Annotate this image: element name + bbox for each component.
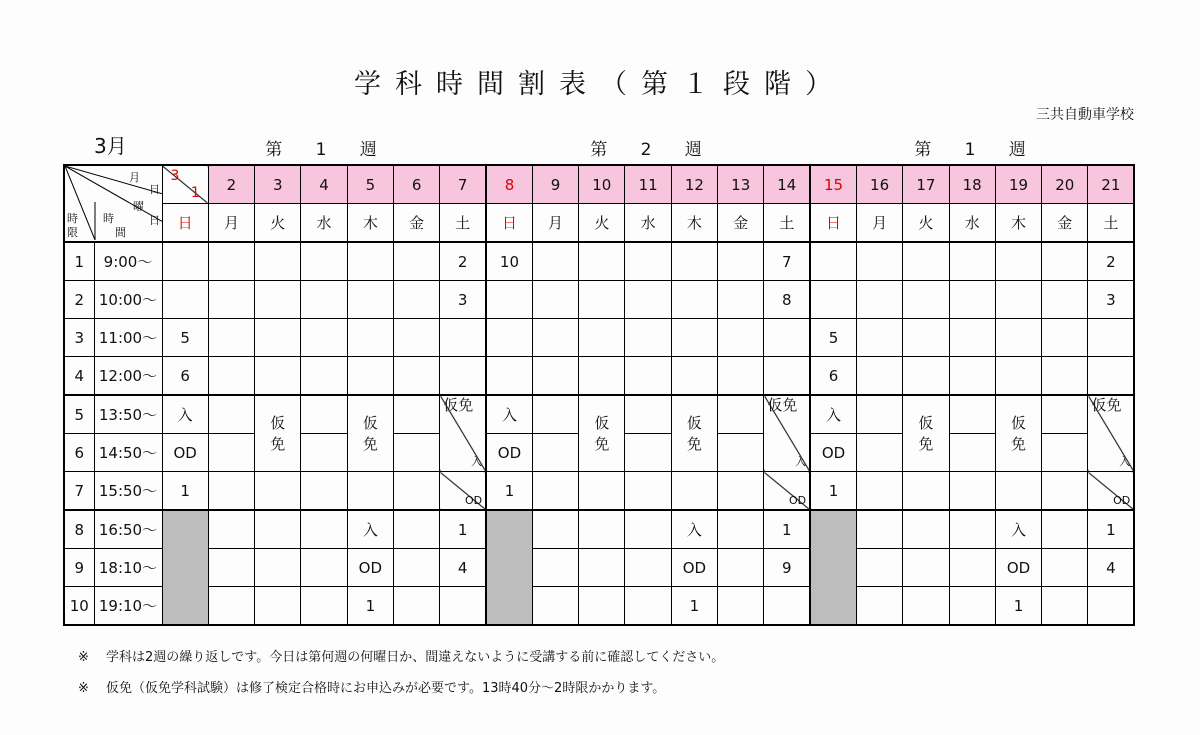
schedule-cell [856, 357, 902, 396]
table-row [64, 472, 1134, 511]
schedule-cell [532, 472, 578, 511]
weekday-cell: 金 [718, 204, 764, 243]
schedule-cell [856, 549, 902, 587]
schedule-cell [301, 472, 347, 511]
schedule-cell [903, 281, 949, 319]
corner-period-2: 限 [67, 226, 78, 239]
date-cell: 6 [393, 165, 439, 204]
schedule-cell [532, 434, 578, 472]
table-row [64, 281, 1134, 319]
schedule-cell: 5 [810, 319, 856, 357]
schedule-cell [1088, 587, 1134, 626]
schedule-cell [208, 434, 254, 472]
schedule-cell [718, 472, 764, 511]
schedule-cell: OD [347, 549, 393, 587]
weekday-cell: 金 [393, 204, 439, 243]
first-date-month: 3 [170, 168, 180, 184]
provisional-exam: 仮免 [347, 395, 393, 472]
od-diag [1088, 472, 1134, 511]
date-cell: 3 [255, 165, 301, 204]
schedule-cell: 4 [440, 549, 486, 587]
schedule-cell [949, 549, 995, 587]
date-cell: 12 [671, 165, 717, 204]
date-cell: 18 [949, 165, 995, 204]
date-cell: 2 [208, 165, 254, 204]
schedule-cell: 1 [347, 587, 393, 626]
schedule-cell [625, 434, 671, 472]
period-number: 2 [64, 281, 94, 319]
table-row [64, 587, 1134, 626]
period-time: 19:10〜 [94, 587, 162, 626]
kari-text: 仮免 [1091, 396, 1122, 414]
period-time: 9:00〜 [94, 242, 162, 281]
schedule-cell: 1 [995, 587, 1041, 626]
schedule-cell [1088, 357, 1134, 396]
no-class-cell [162, 510, 208, 625]
class-od: OD [810, 434, 856, 472]
schedule-cell [671, 319, 717, 357]
schedule-cell [301, 549, 347, 587]
schedule-cell [393, 357, 439, 396]
schedule-cell [393, 395, 439, 434]
schedule-cell [255, 242, 301, 281]
schedule-cell [625, 395, 671, 434]
weekday-cell: 水 [301, 204, 347, 243]
schedule-cell [1042, 319, 1088, 357]
weekday-cell: 水 [949, 204, 995, 243]
period-time: 10:00〜 [94, 281, 162, 319]
schedule-cell [301, 242, 347, 281]
schedule-cell [903, 549, 949, 587]
weekday-cell: 水 [625, 204, 671, 243]
schedule-cell [625, 510, 671, 549]
provisional-exam: 仮免 [995, 395, 1041, 472]
schedule-cell [995, 472, 1041, 511]
table-row [64, 510, 1134, 549]
schedule-cell [347, 319, 393, 357]
provisional-exam: 仮免 [255, 395, 301, 472]
period-number: 4 [64, 357, 94, 396]
schedule-cell [625, 357, 671, 396]
schedule-cell [347, 242, 393, 281]
table-row [64, 549, 1134, 587]
kari-enter: 入 [795, 455, 807, 468]
schedule-cell [625, 242, 671, 281]
schedule-cell [856, 587, 902, 626]
period-number: 7 [64, 472, 94, 511]
period-time: 15:50〜 [94, 472, 162, 511]
schedule-cell [949, 242, 995, 281]
schedule-cell [208, 242, 254, 281]
weekday-cell: 日 [486, 204, 532, 243]
corner-weekday-1: 曜 [133, 200, 144, 213]
schedule-cell: 9 [764, 549, 810, 587]
schedule-cell [903, 587, 949, 626]
schedule-cell [949, 472, 995, 511]
weekday-cell: 月 [532, 204, 578, 243]
schedule-cell [393, 510, 439, 549]
class-enter: 入 [486, 395, 532, 434]
schedule-cell [995, 357, 1041, 396]
schedule-cell [1042, 472, 1088, 511]
schedule-cell [579, 319, 625, 357]
schedule-cell [625, 281, 671, 319]
schedule-cell [1042, 357, 1088, 396]
schedule-cell [347, 281, 393, 319]
period-number: 8 [64, 510, 94, 549]
schedule-cell [255, 319, 301, 357]
schedule-cell [532, 357, 578, 396]
schedule-cell [440, 587, 486, 626]
provisional-exam-sat [1088, 395, 1134, 472]
provisional-exam-sat [440, 395, 486, 472]
schedule-cell [208, 510, 254, 549]
weekday-cell: 月 [208, 204, 254, 243]
weekday-cell: 土 [1088, 204, 1134, 243]
schedule-cell: 10 [486, 242, 532, 281]
class-enter: 入 [162, 395, 208, 434]
schedule-cell [671, 357, 717, 396]
weekday-cell: 火 [255, 204, 301, 243]
note-2 [78, 677, 665, 696]
schedule-cell: 4 [1088, 549, 1134, 587]
weekday-cell: 金 [1042, 204, 1088, 243]
note-1 [78, 646, 724, 665]
schedule-cell [393, 281, 439, 319]
note-text: 仮免（仮免学科試験）は修了検定合格時にお申込みが必要です。13時40分〜2時限かかります。 [106, 681, 666, 696]
schedule-cell [718, 319, 764, 357]
schedule-cell [718, 549, 764, 587]
schedule-cell [208, 472, 254, 511]
schedule-cell [995, 242, 1041, 281]
schedule-cell [856, 510, 902, 549]
schedule-cell [949, 510, 995, 549]
date-cell: 16 [856, 165, 902, 204]
schedule-cell [440, 357, 486, 396]
schedule-cell [625, 587, 671, 626]
schedule-cell [532, 549, 578, 587]
class-one: 1 [486, 472, 532, 511]
schedule-cell [301, 587, 347, 626]
schedule-cell [579, 242, 625, 281]
weekday-cell: 火 [579, 204, 625, 243]
date-cell: 15 [810, 165, 856, 204]
month-label: 3月 [94, 134, 127, 158]
provisional-exam: 仮免 [579, 395, 625, 472]
schedule-cell [995, 319, 1041, 357]
schedule-cell: OD [995, 549, 1041, 587]
schedule-cell: 3 [440, 281, 486, 319]
date-cell: 17 [903, 165, 949, 204]
schedule-cell [347, 357, 393, 396]
schedule-cell [718, 357, 764, 396]
schedule-cell: 入 [995, 510, 1041, 549]
od-diag [440, 472, 486, 511]
date-cell: 19 [995, 165, 1041, 204]
weekday-cell: 月 [856, 204, 902, 243]
schedule-cell [903, 472, 949, 511]
first-date-day: 1 [190, 185, 200, 201]
schedule-cell [255, 510, 301, 549]
date-cell: 11 [625, 165, 671, 204]
table-row [64, 242, 1134, 281]
no-class-cell [810, 510, 856, 625]
schedule-cell [995, 281, 1041, 319]
schedule-cell [579, 472, 625, 511]
header-corner [64, 165, 162, 242]
date-cell: 13 [718, 165, 764, 204]
schedule-cell [579, 281, 625, 319]
corner-time-1: 時 [103, 212, 114, 225]
period-number: 3 [64, 319, 94, 357]
schedule-cell [255, 549, 301, 587]
period-number: 9 [64, 549, 94, 587]
schedule-cell [718, 395, 764, 434]
schedule-cell [208, 281, 254, 319]
schedule-cell: 1 [764, 510, 810, 549]
period-number: 1 [64, 242, 94, 281]
schedule-cell [486, 357, 532, 396]
schedule-cell [532, 587, 578, 626]
date-cell: 9 [532, 165, 578, 204]
provisional-exam-sat [764, 395, 810, 472]
schedule-cell [162, 242, 208, 281]
schedule-cell [255, 281, 301, 319]
table-row [64, 395, 1134, 434]
schedule-cell [208, 357, 254, 396]
schedule-cell [393, 434, 439, 472]
schedule-cell [856, 242, 902, 281]
weekday-cell: 木 [347, 204, 393, 243]
schedule-cell [718, 587, 764, 626]
schedule-cell [949, 357, 995, 396]
weekday-cell: 日 [810, 204, 856, 243]
schedule-cell [1042, 587, 1088, 626]
schedule-cell [532, 510, 578, 549]
provisional-exam: 仮免 [671, 395, 717, 472]
schedule-cell [856, 434, 902, 472]
schedule-cell [949, 281, 995, 319]
schedule-cell [949, 395, 995, 434]
schedule-cell [208, 319, 254, 357]
schedule-cell [301, 319, 347, 357]
corner-weekday-2: 日 [149, 214, 160, 227]
schedule-cell [255, 587, 301, 626]
period-number: 5 [64, 395, 94, 434]
schedule-cell [1042, 242, 1088, 281]
schedule-cell [671, 281, 717, 319]
date-cell: 5 [347, 165, 393, 204]
od-text: OD [789, 494, 807, 507]
weekday-cell: 土 [764, 204, 810, 243]
schedule-cell [856, 319, 902, 357]
class-od: OD [486, 434, 532, 472]
date-cell: 10 [579, 165, 625, 204]
date-cell: 21 [1088, 165, 1134, 204]
schedule-cell [903, 319, 949, 357]
schedule-cell [949, 434, 995, 472]
schedule-cell: 6 [162, 357, 208, 396]
date-cell: 8 [486, 165, 532, 204]
corner-day: 日 [149, 183, 160, 196]
schedule-cell [208, 549, 254, 587]
schedule-cell: 6 [810, 357, 856, 396]
schedule-cell [532, 395, 578, 434]
schedule-cell [671, 242, 717, 281]
schedule-cell [440, 319, 486, 357]
schedule-cell [718, 242, 764, 281]
page-title: 学科時間割表（第１段階） [354, 69, 846, 100]
schedule-cell [903, 357, 949, 396]
period-time: 11:00〜 [94, 319, 162, 357]
schedule-cell: OD [671, 549, 717, 587]
schedule-cell: 1 [440, 510, 486, 549]
date-cell: 20 [1042, 165, 1088, 204]
schedule-cell [579, 510, 625, 549]
schedule-cell [764, 587, 810, 626]
schedule-cell [579, 357, 625, 396]
schedule-cell: 8 [764, 281, 810, 319]
schedule-cell: 2 [1088, 242, 1134, 281]
schedule-cell [301, 281, 347, 319]
note-mark: ※ [78, 681, 89, 696]
schedule-cell [301, 510, 347, 549]
schedule-cell [949, 319, 995, 357]
schedule-cell: 1 [1088, 510, 1134, 549]
period-number: 10 [64, 587, 94, 626]
schedule-cell [903, 242, 949, 281]
weekday-cell: 木 [995, 204, 1041, 243]
period-time: 13:50〜 [94, 395, 162, 434]
schedule-cell: 入 [347, 510, 393, 549]
schedule-cell [347, 472, 393, 511]
table-row [64, 319, 1134, 357]
period-time: 16:50〜 [94, 510, 162, 549]
schedule-cell [718, 281, 764, 319]
schedule-cell: 2 [440, 242, 486, 281]
schedule-cell [162, 281, 208, 319]
schedule-cell [671, 472, 717, 511]
schedule-cell [393, 549, 439, 587]
schedule-cell [208, 587, 254, 626]
date-cell: 14 [764, 165, 810, 204]
provisional-exam: 仮免 [903, 395, 949, 472]
schedule-cell [810, 242, 856, 281]
schedule-cell [903, 510, 949, 549]
schedule-cell [393, 587, 439, 626]
period-number: 6 [64, 434, 94, 472]
note-text: 学科は2週の繰り返しです。今日は第何週の何曜日か、間違えないように受講する前に確認してください。 [106, 650, 725, 665]
schedule-cell [718, 434, 764, 472]
date-cell: 7 [440, 165, 486, 204]
class-enter: 入 [810, 395, 856, 434]
schedule-cell [486, 319, 532, 357]
schedule-cell [1042, 281, 1088, 319]
class-od: OD [162, 434, 208, 472]
od-text: OD [464, 494, 483, 507]
schedule-cell [579, 587, 625, 626]
schedule-cell [393, 242, 439, 281]
note-mark: ※ [78, 650, 89, 665]
kari-enter: 入 [471, 455, 483, 468]
schedule-cell [532, 281, 578, 319]
no-class-cell [486, 510, 532, 625]
kari-enter: 入 [1119, 455, 1131, 468]
schedule-cell [393, 319, 439, 357]
week-label-3: 第 1 週 [914, 140, 1040, 160]
period-time: 18:10〜 [94, 549, 162, 587]
corner-period-1: 時 [67, 212, 78, 225]
schedule-cell [625, 549, 671, 587]
schedule-cell [764, 357, 810, 396]
kari-text: 仮免 [767, 396, 798, 414]
schedule-cell [255, 472, 301, 511]
schedule-cell [625, 472, 671, 511]
weekday-cell: 火 [903, 204, 949, 243]
schedule-cell [764, 319, 810, 357]
schedule-cell: 3 [1088, 281, 1134, 319]
schedule-cell: 1 [671, 587, 717, 626]
schedule-cell [208, 395, 254, 434]
kari-text: 仮免 [443, 396, 474, 414]
schedule-cell [301, 395, 347, 434]
period-time: 12:00〜 [94, 357, 162, 396]
schedule-cell [579, 549, 625, 587]
schedule-cell [532, 319, 578, 357]
corner-time-2: 間 [115, 226, 126, 239]
schedule-cell [301, 357, 347, 396]
weekday-cell: 木 [671, 204, 717, 243]
schedule-cell [1042, 434, 1088, 472]
schedule-cell [1042, 395, 1088, 434]
schedule-cell [856, 395, 902, 434]
schedule-cell [1042, 549, 1088, 587]
date-cell: 4 [301, 165, 347, 204]
schedule-cell [810, 281, 856, 319]
od-diag [764, 472, 810, 511]
table-row [64, 357, 1134, 396]
schedule-cell [856, 472, 902, 511]
week-label-2: 第 2 週 [590, 140, 716, 160]
schedule-cell [856, 281, 902, 319]
period-time: 14:50〜 [94, 434, 162, 472]
schedule-cell [718, 510, 764, 549]
week-label-1: 第 1 週 [265, 140, 391, 160]
schedule-cell: 入 [671, 510, 717, 549]
schedule-cell [1042, 510, 1088, 549]
corner-month: 月 [129, 171, 140, 184]
class-one: 1 [810, 472, 856, 511]
class-one: 1 [162, 472, 208, 511]
schedule-cell [393, 472, 439, 511]
schedule-cell [625, 319, 671, 357]
schedule-cell: 5 [162, 319, 208, 357]
weekday-cell: 土 [440, 204, 486, 243]
schedule-cell [1088, 319, 1134, 357]
timetable [63, 164, 1135, 626]
schedule-cell [301, 434, 347, 472]
schedule-cell [255, 357, 301, 396]
weekday-cell: 日 [162, 204, 208, 243]
school-name: 三共自動車学校 [1036, 107, 1134, 123]
schedule-cell [949, 587, 995, 626]
schedule-cell [532, 242, 578, 281]
od-text: OD [1113, 494, 1131, 507]
schedule-cell [486, 281, 532, 319]
date-cell [162, 165, 208, 204]
schedule-cell: 7 [764, 242, 810, 281]
